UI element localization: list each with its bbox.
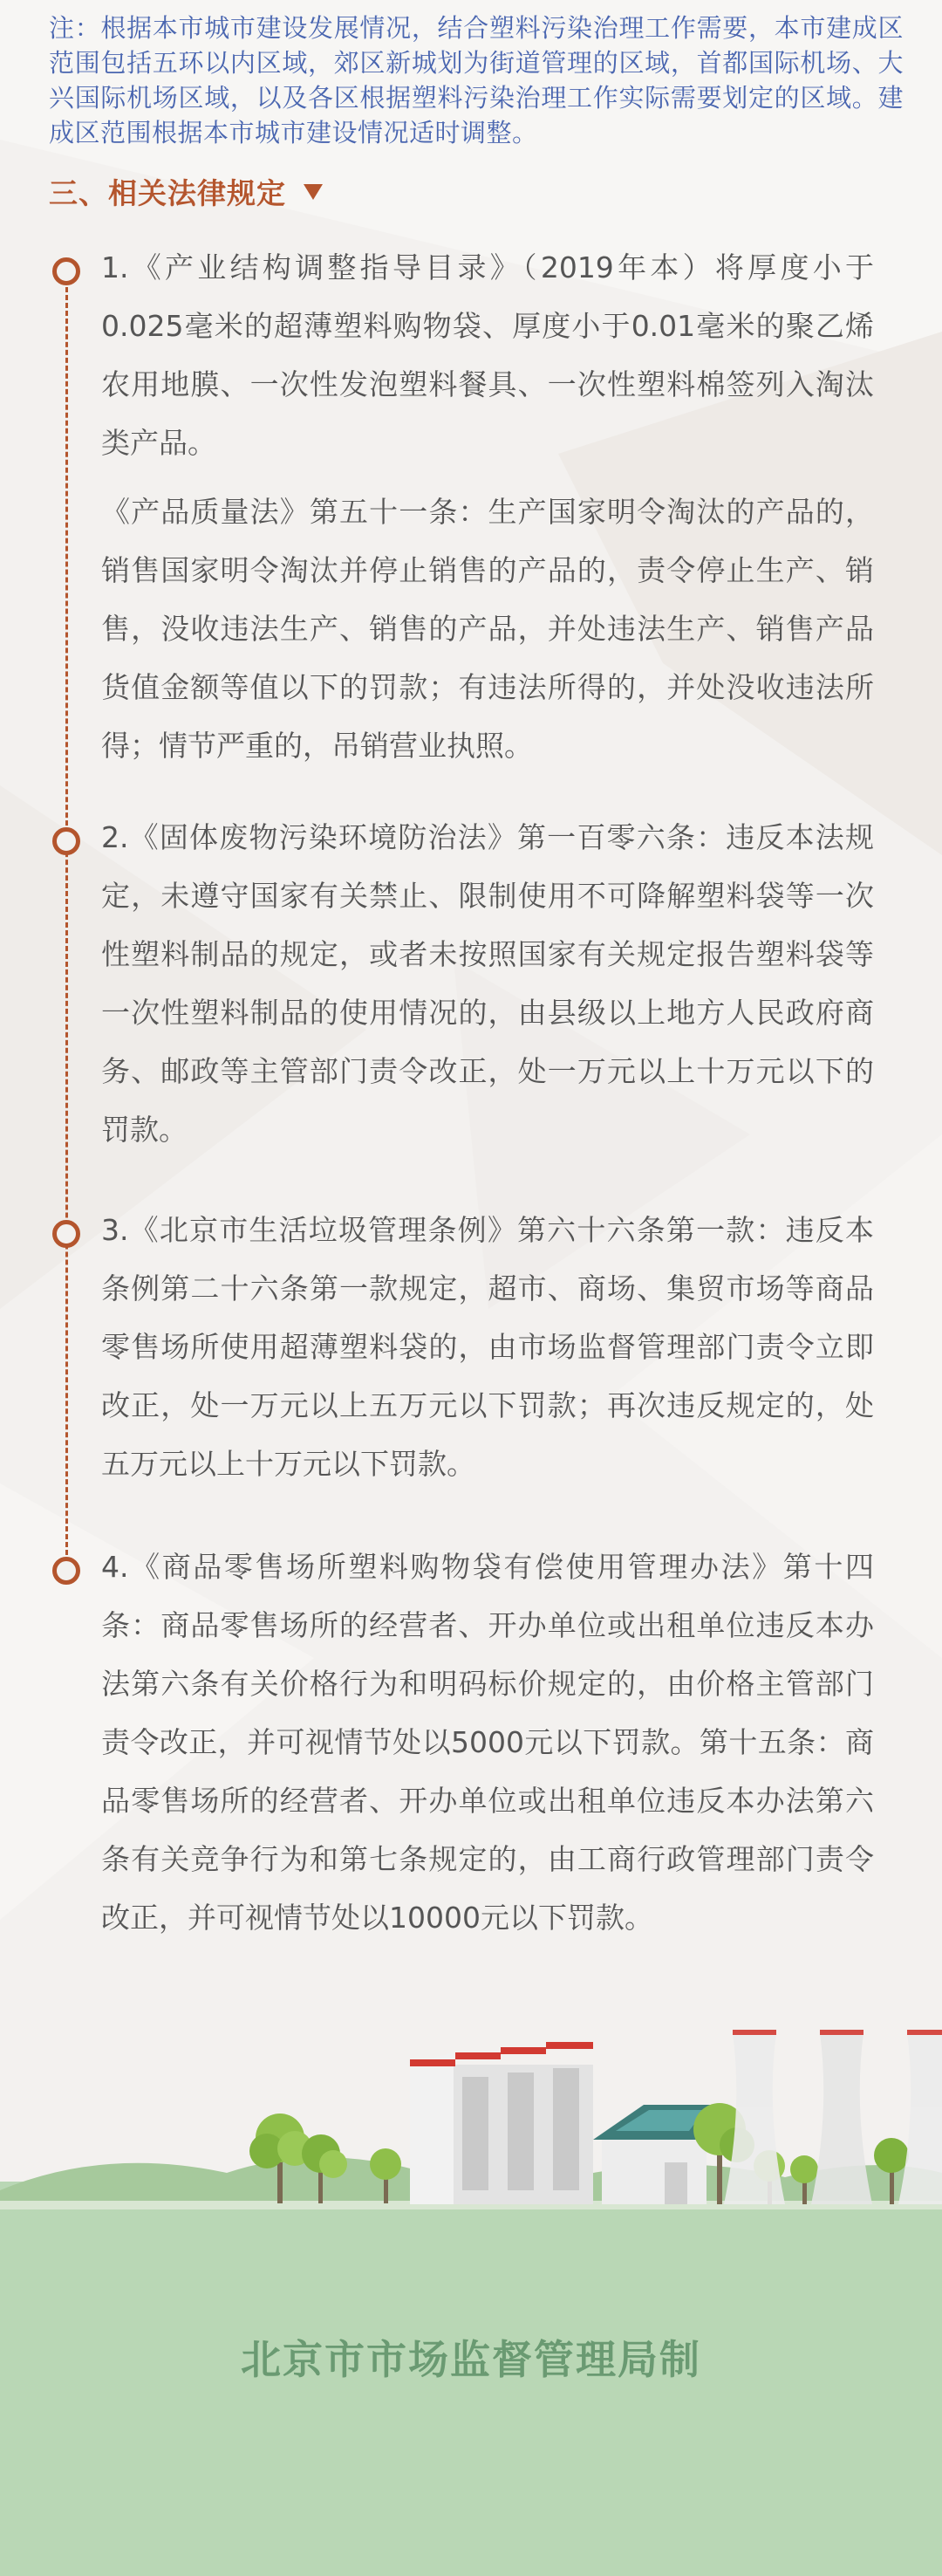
timeline-dot-icon [52, 1557, 80, 1585]
timeline-dot-icon [52, 1220, 80, 1248]
law-item-3-paragraph: 3.《北京市生活垃圾管理条例》第六十六条第一款：违反本条例第二十六条第一款规定，超市、商场、集贸市场等商品零售场所使用超薄塑料袋的，由市场监督管理部门责令立即改正，处一万元以上五万元以下罚款；再次违反规定的，处五万元以上十万元以下罚款。 [101, 1213, 874, 1481]
timeline-dot-icon [52, 827, 80, 855]
note-text: 注：根据本市城市建设发展情况，结合塑料污染治理工作需要，本市建成区范围包括五环以内区域，郊区新城划为街道管理的区域，首都国际机场、大兴国际机场区域，以及各区根据塑料污染治理工作实际需要划定的区域。建成区范围根据本市城市建设情况适时调整。 [49, 13, 904, 147]
footer-credit: 北京市市场监督管理局制 [241, 2336, 701, 2383]
cooling-tower-icon [724, 2030, 942, 2204]
triangle-down-icon [304, 184, 323, 200]
timeline-line [65, 279, 68, 1571]
law-item-4-paragraph: 4.《商品零售场所塑料购物袋有偿使用管理办法》第十四条：商品零售场所的经营者、开办单位或出租单位违反本办法第六条有关价格行为和明码标价规定的，由价格主管部门责令改正，并可视情节处以5000元以下罚款。第十五条：商品零售场所的经营者、开办单位或出租单位违反本办法第六条有关竞争行为和第七条规定的，由工商行政管理部门责令改正，并可视情节处以10000元以下罚款。 [101, 1550, 874, 1935]
timeline-dot-icon [52, 257, 80, 285]
law-item-1-paragraph-1: 1.《产业结构调整指导目录》（2019年本）将厚度小于0.025毫米的超薄塑料购物袋、厚度小于0.01毫米的聚乙烯农用地膜、一次性发泡塑料餐具、一次性塑料棉签列入淘汰类产品。 [101, 250, 874, 460]
section-title [49, 171, 323, 212]
factory-icon [410, 2042, 593, 2204]
footer-scene [0, 2007, 942, 2234]
section-title-text: 三、相关法律规定 [49, 176, 286, 210]
law-item-1-paragraph-2: 《产品质量法》第五十一条：生产国家明令淘汰的产品的，销售国家明令淘汰并停止销售的产品的，责令停止生产、销售，没收违法生产、销售的产品，并处违法生产、销售产品货值金额等值以下的罚款；有违法所得的，并处没收违法所得；情节严重的，吊销营业执照。 [101, 495, 874, 763]
law-item-2-paragraph: 2.《固体废物污染环境防治法》第一百零六条：违反本法规定，未遵守国家有关禁止、限制使用不可降解塑料袋等一次性塑料制品的规定，或者未按照国家有关规定报告塑料袋等一次性塑料制品的使用情况的，由县级以上地方人民政府商务、邮政等主管部门责令改正，处一万元以上十万元以下的罚款。 [101, 820, 874, 1147]
